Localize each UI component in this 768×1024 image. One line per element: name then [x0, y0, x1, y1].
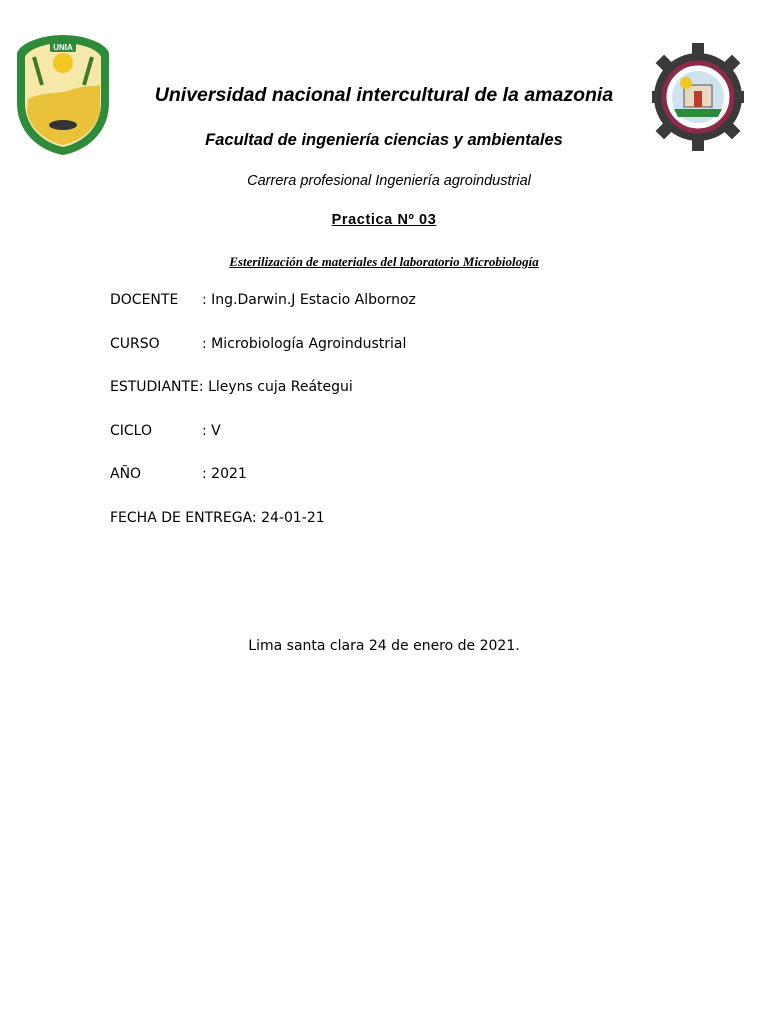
place-date: Lima santa clara 24 de enero de 2021.	[248, 638, 520, 654]
field-label: CICLO	[110, 423, 152, 439]
career-name: Carrera profesional Ingeniería agroindustrial	[247, 173, 531, 189]
field-value: : V	[202, 423, 221, 439]
logo-text: UNIA	[53, 43, 73, 52]
field-docente	[110, 292, 416, 308]
field-label: FECHA DE ENTREGA:	[110, 510, 257, 526]
practice-subject: Esterilización de materiales del laboratorio Microbiología	[229, 254, 539, 269]
faculty-name: Facultad de ingeniería ciencias y ambientales	[205, 131, 563, 149]
field-value: : Microbiología Agroindustrial	[202, 336, 407, 352]
field-label: DOCENTE	[110, 292, 179, 308]
field-curso	[110, 336, 407, 352]
field-label: AÑO	[110, 466, 142, 482]
field-ciclo	[110, 423, 221, 439]
field-value: Lleyns cuja Reátegui	[208, 379, 353, 395]
field-label: CURSO	[110, 336, 160, 352]
university-name: Universidad nacional intercultural de la amazonia	[154, 84, 614, 106]
field-value: : Ing.Darwin.J Estacio Albornoz	[202, 292, 416, 308]
practice-title: Practica Nº 03	[331, 212, 437, 228]
field-label: ESTUDIANTE:	[110, 379, 204, 395]
field-anio	[110, 466, 247, 482]
field-value: 24-01-21	[261, 510, 325, 526]
field-fecha-entrega	[110, 510, 325, 526]
field-value: : 2021	[202, 466, 247, 482]
field-estudiante	[110, 379, 353, 395]
